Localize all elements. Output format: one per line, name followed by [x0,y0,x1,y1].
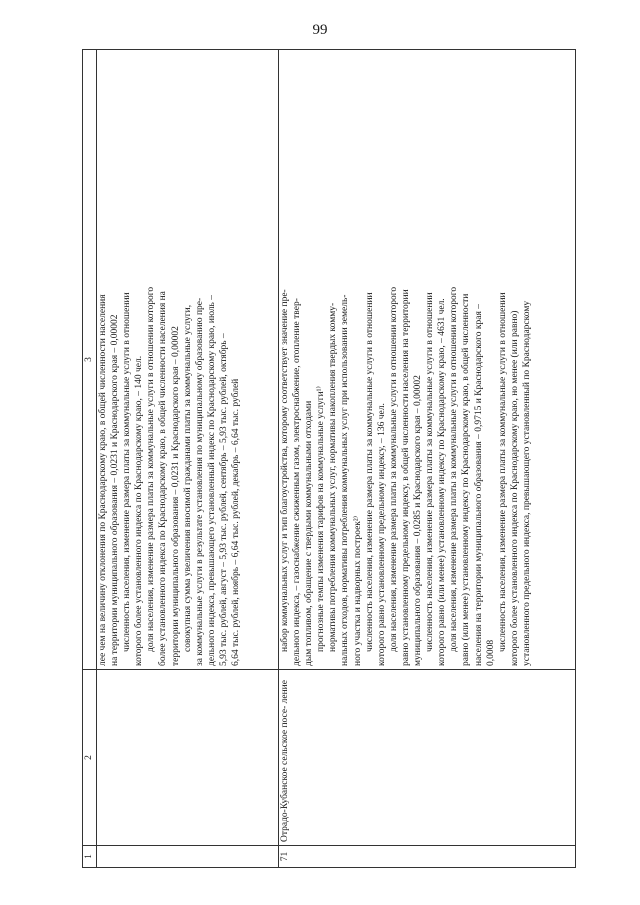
text-line: набор коммунальных услуг и тип благоустройства, которому соответствует значение пре- [280,289,290,652]
text-line: которого более установленного индекса по Краснодарскому краю, но менее (или равно) [509,310,520,666]
indicator-lines [279,53,533,666]
text-line: за коммунальные услуги в результате установления по муниципальному образованию пре- [194,297,205,666]
text-line: нормативы потребления коммунальных услуг, нормативы накопления твердых комму- [328,302,339,652]
text-line: 5,93 тыс. рублей, август – 5,93 тыс. рублей, сентябрь – 5,93 тыс. рублей, октябрь – [218,333,229,666]
rotated-table-container [82,50,578,868]
text-line: территории муниципального образования – 0,0231 и Краснодарского края – 0,00002 [170,326,181,666]
settlement-name-cell: Отрадо-Кубанское сельское посе- ление [279,670,576,846]
settlement-cell [97,670,279,846]
text-line: доля населения, изменение размера платы за коммунальные услуги в отношении которого [146,286,157,652]
indicators-cell [97,50,279,670]
row-number-cell: 71 [279,846,576,868]
text-line: численность населения, изменение размера платы за коммунальные услуги в отношении [364,292,375,652]
text-line: более установленного индекса по Краснодарскому краю, в общей численности населения на [158,291,169,666]
text-line: дельного индекса, – газоснабжение сжиженным газом, электроснабжение, отопление твер- [292,298,303,666]
column-header: 2 [83,670,97,846]
text-line: равно (или менее) установленному индексу по Краснодарскому краю, в общей численности [461,293,472,666]
table-row-continuation [97,50,279,868]
text-line: дельного индекса, превышающего установленный индекс по Краснодарскому краю, июль – [206,294,217,666]
indicators-cell [279,50,576,670]
table-header-row [83,50,97,868]
text-line: 0,0008 [485,639,496,666]
text-line: которого более установленного индекса по Краснодарскому краю, – 140 чел. [134,355,145,666]
text-line: нальных отходов, нормативы потребления коммунальных услуг при использовании земель- [340,294,351,666]
row-number-cell [97,846,279,868]
text-line: прогнозные темпы изменения тарифов на коммунальные услуги¹⁾ [316,386,327,652]
text-line: дым топливом, обращение с твердыми коммунальными отходами [304,400,315,666]
text-line: численность населения, изменение размера платы за коммунальные услуги в отношении [497,292,508,652]
text-line: доля населения, изменение размера платы за коммунальные услуги в отношении которого [388,286,399,652]
column-header: 3 [83,50,97,670]
text-line: лее чем на величину отклонения по Краснодарскому краю, в общей численности населения [98,294,108,666]
text-line: численность населения, изменение размера платы за коммунальные услуги в отношении [122,292,133,652]
text-line: 6,64 тыс. рублей, ноябрь – 6,64 тыс. рублей, декабрь – 6,64 тыс. рублей [231,378,242,666]
text-line: населения на территории муниципального образования – 0,9715 и Краснодарского края – [473,303,484,666]
text-line: муниципального образования – 0,0285 и Краснодарского края – 0,00002 [413,375,424,666]
page-number: 99 [312,22,328,38]
data-table [82,49,576,868]
text-line: ного участка и надворных построек²⁾ [352,515,363,666]
text-line: на территории муниципального образования – 0,0231 и Краснодарского края – 0,00002 [110,314,121,666]
text-line: численность населения, изменение размера платы за коммунальные услуги в отношении [425,292,436,652]
text-line: равно установленному предельному индексу, в общей численности населения на территории [400,289,411,666]
text-line: доля населения, изменение размера платы за коммунальные услуги в отношении которого [449,286,460,652]
text-line: установленного предельного индекса, превышающего установленный по Краснодарскому [521,300,532,666]
table-row [279,50,576,868]
text-line: совокупная сумма увеличения вносимой гражданами платы за коммунальные услуги, [182,304,193,652]
text-line: которого равно (или менее) установленному индексу по Краснодарскому краю, – 4631 чел. [437,298,448,666]
column-header: 1 [83,846,97,868]
text-line: которого равно установленному предельному индексу, – 136 чел. [376,403,387,666]
indicator-lines [97,53,242,666]
